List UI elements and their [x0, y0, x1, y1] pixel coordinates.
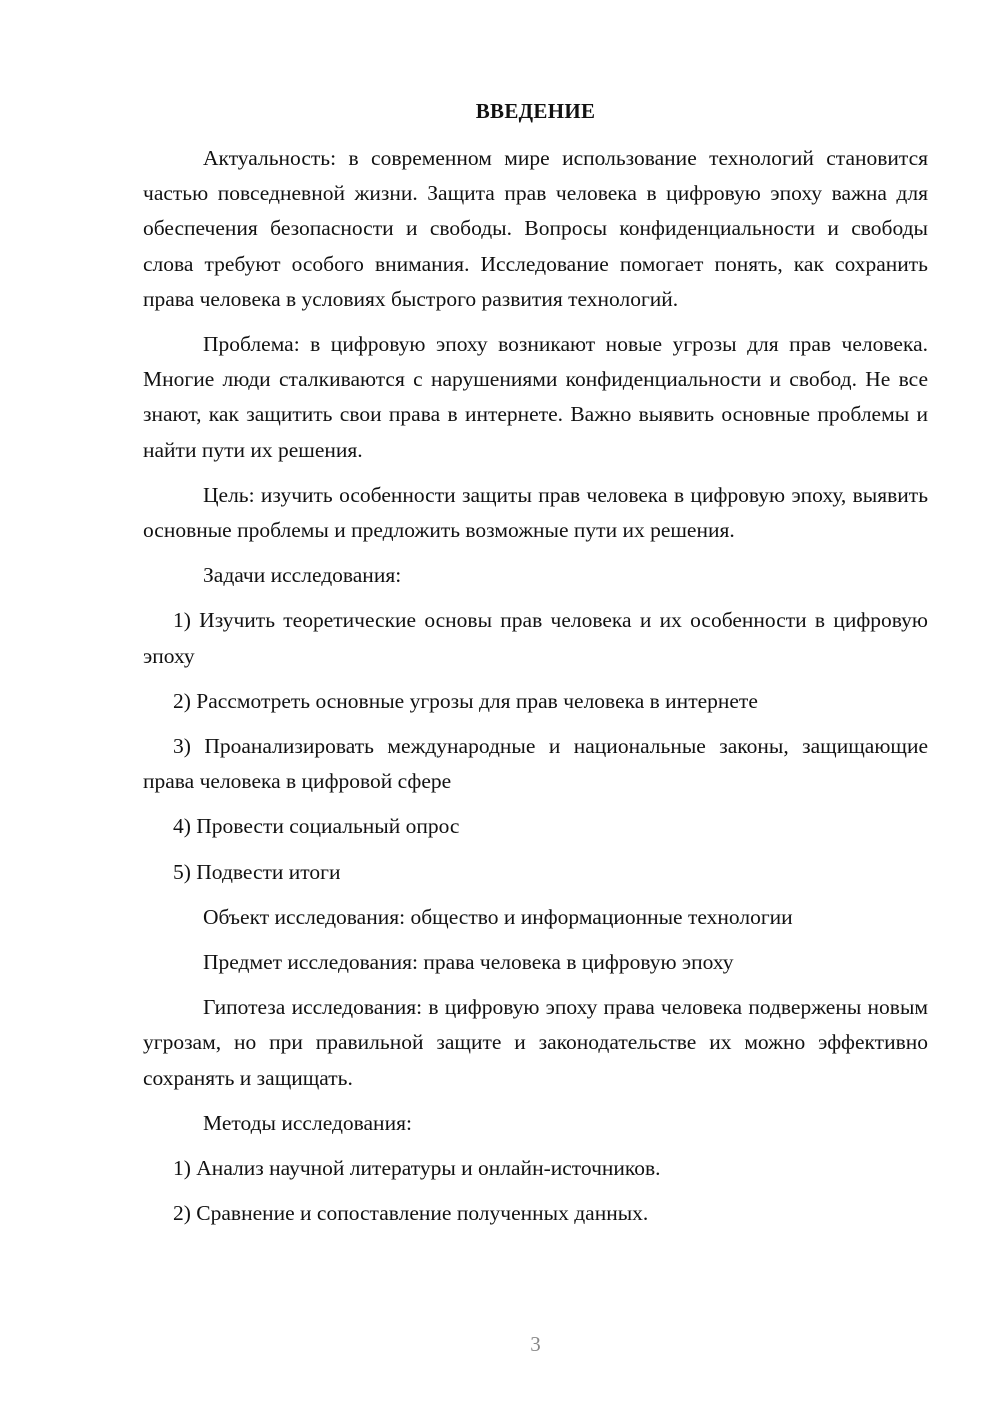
paragraph-relevance: Актуальность: в современном мире использование технологий становится частью повседневной жизни. Защита прав человека в цифровую эпоху важна для обеспечения безопасности и свободы. Вопросы конфиденциальности и свободы слова требуют особого внимания. Исследование помогает понять, как сохранить права человека в условиях быстрого развития технологий.: [143, 146, 928, 311]
document-body: [143, 141, 928, 1241]
task-item-4: 4) Провести социальный опрос: [173, 814, 460, 839]
paragraph-goal: Цель: изучить особенности защиты прав человека в цифровую эпоху, выявить основные проблемы и предложить возможные пути их решения.: [143, 482, 928, 543]
document-page: [143, 0, 928, 1414]
paragraph-object: Объект исследования: общество и информационные технологии: [203, 904, 793, 929]
paragraph-methods-heading: Методы исследования:: [203, 1110, 412, 1135]
task-item-5: 5) Подвести итоги: [173, 859, 341, 884]
paragraph-tasks-heading: Задачи исследования:: [203, 563, 402, 588]
method-item-1: 1) Анализ научной литературы и онлайн-источников.: [173, 1156, 661, 1181]
task-item-1: 1) Изучить теоретические основы прав человека и их особенности в цифровую эпоху: [143, 608, 928, 668]
task-item-3: 3) Проанализировать международные и национальные законы, защищающие права человека в цифровой сфере: [143, 734, 928, 794]
task-item-2: 2) Рассмотреть основные угрозы для прав человека в интернете: [173, 688, 758, 713]
method-item-2: 2) Сравнение и сопоставление полученных данных.: [173, 1201, 649, 1226]
paragraph-problem: Проблема: в цифровую эпоху возникают новые угрозы для прав человека. Многие люди сталкиваются с нарушениями конфиденциальности и свобод. Не все знают, как защитить свои права в интернете. Важно выявить основные проблемы и найти пути их решения.: [143, 332, 928, 462]
paragraph-subject: Предмет исследования: права человека в цифровую эпоху: [203, 950, 734, 975]
page-number: 3: [530, 1332, 541, 1356]
section-title: ВВЕДЕНИЕ: [475, 99, 596, 123]
paragraph-hypothesis: Гипотеза исследования: в цифровую эпоху права человека подвержены новым угрозам, но при правильной защите и законодательстве их можно эффективно сохранять и защищать.: [143, 995, 928, 1090]
